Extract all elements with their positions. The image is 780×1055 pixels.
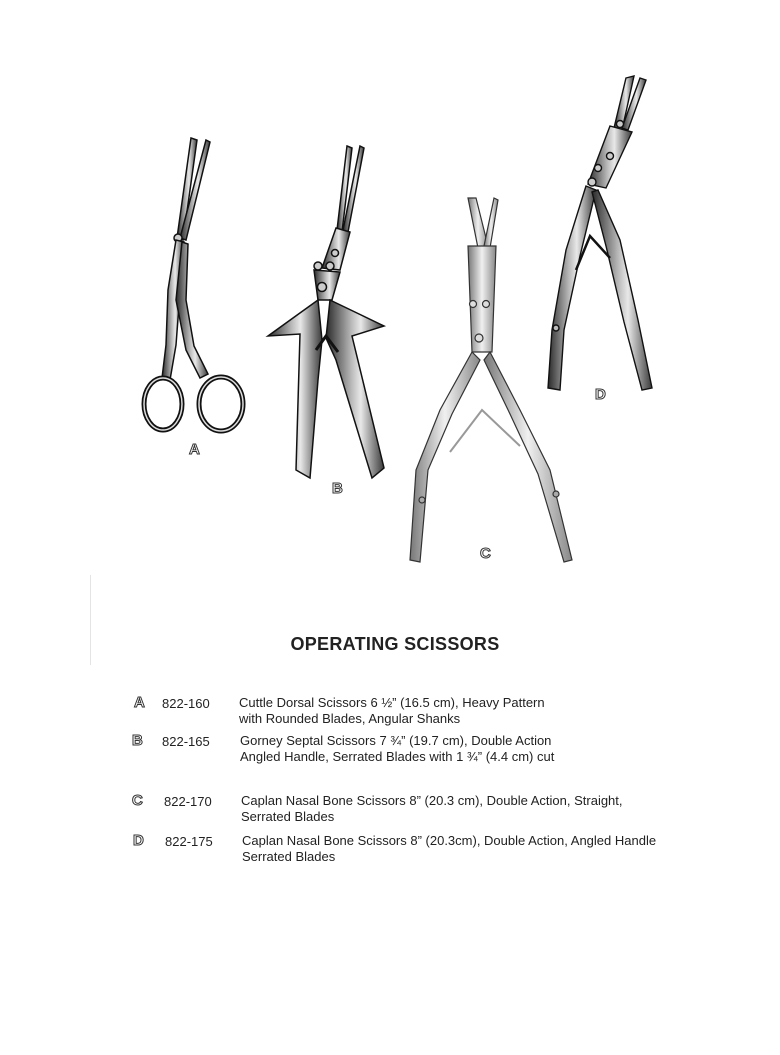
item-description xyxy=(242,833,656,865)
figure-label-c: C xyxy=(480,545,491,562)
item-description-line-2: Serrated Blades xyxy=(241,809,335,824)
item-description-line-1: Cuttle Dorsal Scissors 6 ½” (16.5 cm), Heavy Pattern xyxy=(239,695,545,710)
catalog-item-c xyxy=(132,793,732,827)
item-code: 822-175 xyxy=(165,834,213,849)
item-letter: D xyxy=(133,832,144,849)
item-code: 822-170 xyxy=(164,794,212,809)
item-description-line-1: Gorney Septal Scissors 7 ¾” (19.7 cm), Double Action xyxy=(240,733,552,748)
instrument-d-illustration xyxy=(548,76,652,390)
item-code: 822-165 xyxy=(162,734,210,749)
item-description xyxy=(241,793,623,825)
catalog-item-b xyxy=(132,733,732,767)
item-letter: B xyxy=(132,732,143,749)
figure-label-b: B xyxy=(332,480,343,497)
page-title: OPERATING SCISSORS xyxy=(290,634,500,654)
item-description-line-2: with Rounded Blades, Angular Shanks xyxy=(239,711,461,726)
figure-label-d: D xyxy=(595,386,606,403)
instrument-b-illustration xyxy=(268,146,384,478)
item-letter: A xyxy=(134,694,145,711)
catalog-item-a xyxy=(134,695,734,729)
item-letter: C xyxy=(132,792,143,809)
figure-label-a: A xyxy=(189,441,200,458)
item-description-line-2: Angled Handle, Serrated Blades with 1 ¾” (4.4 cm) cut xyxy=(240,749,555,764)
item-code: 822-160 xyxy=(162,696,210,711)
item-description xyxy=(240,733,554,765)
item-description-line-1: Caplan Nasal Bone Scissors 8” (20.3 cm), Double Action, Straight, xyxy=(241,793,623,808)
instrument-a-illustration xyxy=(144,138,243,431)
instrument-c-illustration xyxy=(410,198,572,562)
item-description-line-1: Caplan Nasal Bone Scissors 8” (20.3cm), Double Action, Angled Handle xyxy=(242,833,657,848)
catalog-item-d xyxy=(133,833,733,867)
item-description xyxy=(239,695,545,727)
item-description-line-2: Serrated Blades xyxy=(242,849,336,864)
